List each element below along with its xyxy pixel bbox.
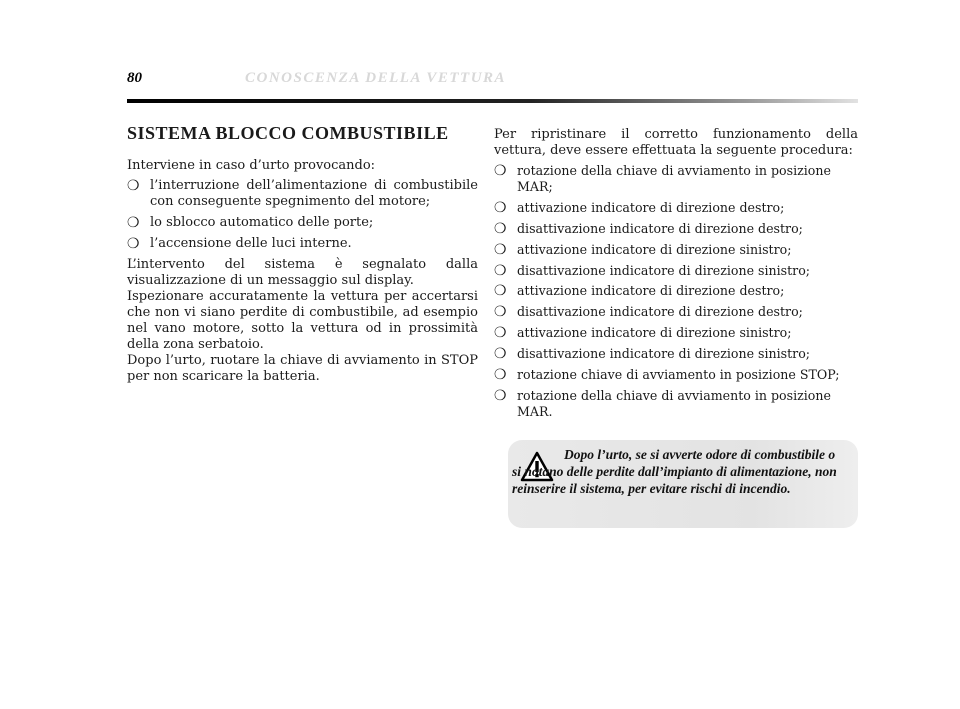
bullet-icon: ❍	[494, 304, 507, 321]
page-number: 80	[127, 70, 142, 86]
right-column	[494, 127, 858, 425]
step-item	[494, 283, 858, 299]
list-item-text: l’accensione delle luci interne.	[150, 236, 352, 251]
step-text: disattivazione indicatore di direzione destro;	[517, 220, 803, 236]
paragraph: L’intervento del sistema è segnalato dalla visualizzazione di un messaggio sul display.	[127, 257, 478, 288]
bullet-icon: ❍	[494, 241, 507, 258]
bullet-icon: ❍	[494, 262, 507, 279]
procedure-steps	[494, 163, 858, 420]
intro-text: Interviene in caso d’urto provocando:	[127, 158, 376, 173]
procedure-intro: Per ripristinare il corretto funzionamento della vettura, deve essere effettuata la seguente procedura:	[494, 127, 858, 158]
effects-list	[127, 178, 478, 252]
step-text: attivazione indicatore di direzione sinistro;	[517, 241, 792, 257]
step-text: disattivazione indicatore di direzione sinistro;	[517, 346, 811, 362]
bullet-icon: ❍	[494, 325, 507, 342]
left-column	[127, 123, 478, 385]
step-item	[494, 367, 858, 383]
step-text: rotazione della chiave di avviamento in posizione MAR.	[517, 387, 831, 419]
bullet-icon: ❍	[494, 346, 507, 363]
step-text: attivazione indicatore di direzione destro;	[517, 283, 785, 299]
bullet-icon: ❍	[494, 163, 507, 179]
step-text: rotazione della chiave di avviamento in posizione MAR;	[517, 163, 831, 194]
step-item	[494, 221, 858, 237]
step-text: disattivazione indicatore di direzione sinistro;	[517, 262, 811, 278]
warning-text	[512, 446, 846, 497]
list-item	[127, 236, 478, 252]
bullet-icon: ❍	[127, 215, 140, 231]
running-title: CONOSCENZA DELLA VETTURA	[245, 70, 507, 86]
step-item	[494, 242, 858, 258]
step-text: attivazione indicatore di direzione destro;	[517, 199, 785, 215]
paragraph: Dopo l’urto, ruotare la chiave di avviamento in STOP per non scaricare la batteria.	[127, 353, 478, 384]
step-item	[494, 163, 858, 195]
bullet-icon: ❍	[494, 220, 507, 237]
bullet-icon: ❍	[494, 387, 507, 404]
bullet-icon: ❍	[494, 199, 507, 216]
bullet-icon: ❍	[127, 178, 140, 194]
step-text: attivazione indicatore di direzione sinistro;	[517, 325, 792, 341]
step-item	[494, 388, 858, 420]
list-item-text: l’interruzione dell’alimentazione di combustibile con conseguente spegnimento del motore;	[150, 178, 478, 209]
list-item	[127, 178, 478, 210]
step-text: rotazione chiave di avviamento in posizione STOP;	[517, 367, 840, 383]
step-item	[494, 263, 858, 279]
paragraph: Ispezionare accuratamente la vettura per accertarsi che non vi siano perdite di combustibile, ad esempio nel vano motore, sotto la vettura od in prossimità della zona serbatoio.	[127, 289, 478, 352]
bullet-icon: ❍	[494, 367, 507, 384]
list-item	[127, 215, 478, 231]
step-item	[494, 304, 858, 320]
bullet-icon: ❍	[494, 283, 507, 300]
step-item	[494, 200, 858, 216]
section-title: SISTEMA BLOCCO COMBUSTIBILE	[127, 123, 449, 143]
warning-message: Dopo l’urto, se si avverte odore di combustibile o si notano delle perdite dall’impianto di alimentazione, non reinserire il sistema, per evitare rischi di incendio.	[512, 447, 837, 496]
step-item	[494, 325, 858, 341]
header-rule	[127, 99, 858, 103]
step-item	[494, 346, 858, 362]
list-item-text: lo sblocco automatico delle porte;	[150, 215, 374, 230]
bullet-icon: ❍	[127, 236, 140, 252]
step-text: disattivazione indicatore di direzione destro;	[517, 304, 803, 320]
